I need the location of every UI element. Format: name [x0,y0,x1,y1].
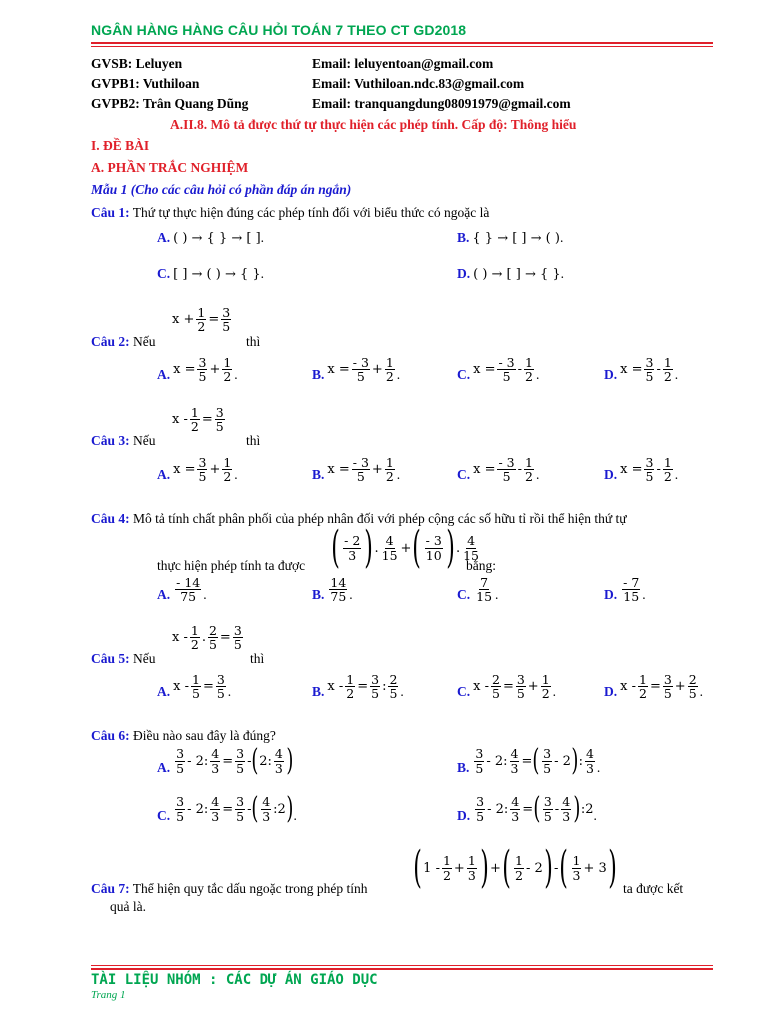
q3-option-c[interactable]: C. x = $\frac{- 3}{5}$ - $\frac{1}{2}$ . [457,455,540,485]
question-5-tail: thì [250,651,265,666]
page-number: Trang 1 [91,989,126,1001]
question-text: Nếu [133,433,156,448]
option-label: A. [157,467,171,483]
contributor-gvpb2-email: Email: tranquangdung08091979@gmail.com [312,96,571,111]
question-text: Điều nào sau đây là đúng? [133,728,276,743]
contributor-gvsb: GVSB: Leluyen [91,56,183,71]
option-math: ( ) → { } → [ ] [173,230,261,246]
option-label: D. [457,808,471,823]
question-3 [91,433,156,449]
q1-option-a[interactable]: A. ( ) → { } → [ ] . [157,230,265,246]
q2-option-d[interactable]: D. x = $\frac{3}{5}$ - $\frac{1}{2}$ . [604,355,679,385]
option-label: B. [457,230,470,245]
option-label: D. [604,367,618,383]
option-label: B. [312,684,325,700]
q2-option-a[interactable]: A. x = $\frac{3}{5}$ + $\frac{1}{2}$ . [157,355,238,385]
q4-option-a[interactable]: A. $\frac{- 14}{75}$ . [157,575,207,605]
question-text: Thứ tự thực hiện đúng các phép tính đối với biểu thức có ngoặc là [132,205,490,220]
q7-expression: ( 1 - $\frac{1}{2}$ + $\frac{1}{3}$ ) + ( $\frac{1}{2}$ - 2 ) - ( $\frac{1}{3}$ + 3 ) [413,842,617,893]
option-label: B. [312,467,325,483]
header-rule-thin [91,46,713,47]
option-label: B. [457,760,470,775]
option-math: ( ) → [ ] → { } [473,266,561,282]
question-text: Thể hiện quy tắc dấu ngoặc trong phép tính [132,881,368,896]
q1-option-b[interactable]: B. { } → [ ] → ( ) . [457,230,564,246]
question-4-tail: bằng: [466,558,496,573]
contributor-gvpb2: GVPB2: Trân Quang Dũng [91,96,249,111]
question-3-tail: thì [246,433,261,448]
topic-heading: A.II.8. Mô tả được thứ tự thực hiện các phép tính. Cấp độ: Thông hiểu [170,117,577,132]
option-label: C. [157,808,171,823]
question-number: Câu 6: [91,728,130,743]
header-title: NGÂN HÀNG HÀNG CÂU HỎI TOÁN 7 THEO CT GD2018 [91,22,467,38]
q4-option-d[interactable]: D. $\frac{- 7}{15}$ . [604,575,646,605]
q6-option-b[interactable]: B. $\frac{3}{5}$ - 2: $\frac{4}{3}$ = ( $\frac{3}{5}$ - 2 ) : $\frac{4}{3}$ . [457,743,601,778]
q3-option-a[interactable]: A. x = $\frac{3}{5}$ + $\frac{1}{2}$ . [157,455,238,485]
option-label: C. [457,367,471,383]
question-4 [91,511,627,527]
question-number: Câu 1: [91,205,130,220]
section-heading: I. ĐỀ BÀI [91,138,150,153]
question-number: Câu 3: [91,433,130,448]
question-6 [91,728,276,744]
question-7 [91,881,367,897]
q4-option-b[interactable]: B. $\frac{14}{75}$ . [312,575,353,605]
question-number: Câu 4: [91,511,130,526]
option-label: A. [157,367,171,383]
contributor-gvpb1-email: Email: Vuthiloan.ndc.83@gmail.com [312,76,525,91]
q5-option-d[interactable]: D. x - $\frac{1}{2}$ = $\frac{3}{5}$ + $\frac{2}{5}$ . [604,672,704,702]
question-text: Mô tả tính chất phân phối của phép nhân đối với phép cộng các số hữu tỉ rồi thể hiện thứ tự [133,511,627,526]
q4-expression: ( $\frac{- 2}{3}$ ) . $\frac{4}{15}$ + ( $\frac{- 3}{10}$ ) . $\frac{4}{15}$ [331,522,479,573]
question-number: Câu 5: [91,651,130,666]
footer-rule-thin [91,965,713,966]
q6-option-a[interactable]: A. $\frac{3}{5}$ - 2: $\frac{4}{3}$ = $\frac{3}{5}$ - ( 2: $\frac{4}{3}$ ) [157,743,294,778]
option-label: C. [457,684,471,700]
q3-condition: x - $\frac{1}{2}$ = $\frac{3}{5}$ [172,405,224,435]
q5-condition: x - $\frac{1}{2}$ . $\frac{2}{5}$ = $\frac{3}{5}$ [172,623,242,653]
question-7-tail: ta được kết [623,881,684,896]
option-label: D. [457,266,471,281]
q4-option-c[interactable]: C. $\frac{7}{15}$ . [457,575,499,605]
q2-condition: x + $\frac{1}{2}$ = $\frac{3}{5}$ [172,305,231,335]
option-label: C. [157,266,171,281]
option-label: D. [604,587,618,603]
option-label: B. [312,587,325,603]
template-note: Mẫu 1 (Cho các câu hỏi có phần đáp án ngắn) [91,182,352,197]
q2-option-c[interactable]: C. x = $\frac{- 3}{5}$ - $\frac{1}{2}$ . [457,355,540,385]
q5-option-b[interactable]: B. x - $\frac{1}{2}$ = $\frac{3}{5}$ : $\frac{2}{5}$ . [312,672,404,702]
q1-option-c[interactable]: C. [ ] → ( ) → { } . [157,266,265,282]
option-math: [ ] → ( ) → { } [173,266,261,282]
option-label: A. [157,587,171,603]
footer-rule [91,968,713,970]
option-label: D. [604,684,618,700]
option-label: A. [157,684,171,700]
q2-option-b[interactable]: B. x = $\frac{- 3}{5}$ + $\frac{1}{2}$ . [312,355,401,385]
footer-title: TÀI LIỆU NHÓM : CÁC DỰ ÁN GIÁO DỤC [91,972,378,988]
q3-option-b[interactable]: B. x = $\frac{- 3}{5}$ + $\frac{1}{2}$ . [312,455,401,485]
option-label: A. [157,760,171,775]
option-label: B. [312,367,325,383]
option-label: D. [604,467,618,483]
question-7-tail2: quả là. [110,899,146,914]
q5-option-c[interactable]: C. x - $\frac{2}{5}$ = $\frac{3}{5}$ + $\frac{1}{2}$ . [457,672,557,702]
question-2-tail: thì [246,334,261,349]
question-text: Nếu [133,334,156,349]
question-number: Câu 7: [91,881,130,896]
option-math: { } → [ ] → ( ) [472,230,560,246]
q1-option-d[interactable]: D. ( ) → [ ] → { } . [457,266,565,282]
question-1 [91,205,489,221]
q3-option-d[interactable]: D. x = $\frac{3}{5}$ - $\frac{1}{2}$ . [604,455,679,485]
contributor-gvpb1: GVPB1: Vuthiloan [91,76,200,91]
subsection-heading: A. PHẦN TRẮC NGHIỆM [91,160,249,175]
option-label: A. [157,230,171,245]
q6-option-d[interactable]: D. $\frac{3}{5}$ - 2: $\frac{4}{3}$ = ( $\frac{3}{5}$ - $\frac{4}{3}$ ) :2 . [457,791,597,826]
question-5 [91,651,156,667]
question-4-line2: thực hiện phép tính ta được [157,558,306,573]
q6-option-c[interactable]: C. $\frac{3}{5}$ - 2: $\frac{4}{3}$ = $\frac{3}{5}$ - ( $\frac{4}{3}$ :2 ) . [157,791,297,826]
q5-option-a[interactable]: A. x - $\frac{1}{5}$ = $\frac{3}{5}$ . [157,672,232,702]
question-2 [91,334,156,350]
contributor-gvsb-email: Email: leluyentoan@gmail.com [312,56,494,71]
option-label: C. [457,587,471,603]
option-label: C. [457,467,471,483]
question-text: Nếu [133,651,156,666]
header-rule [91,42,713,44]
question-number: Câu 2: [91,334,130,349]
